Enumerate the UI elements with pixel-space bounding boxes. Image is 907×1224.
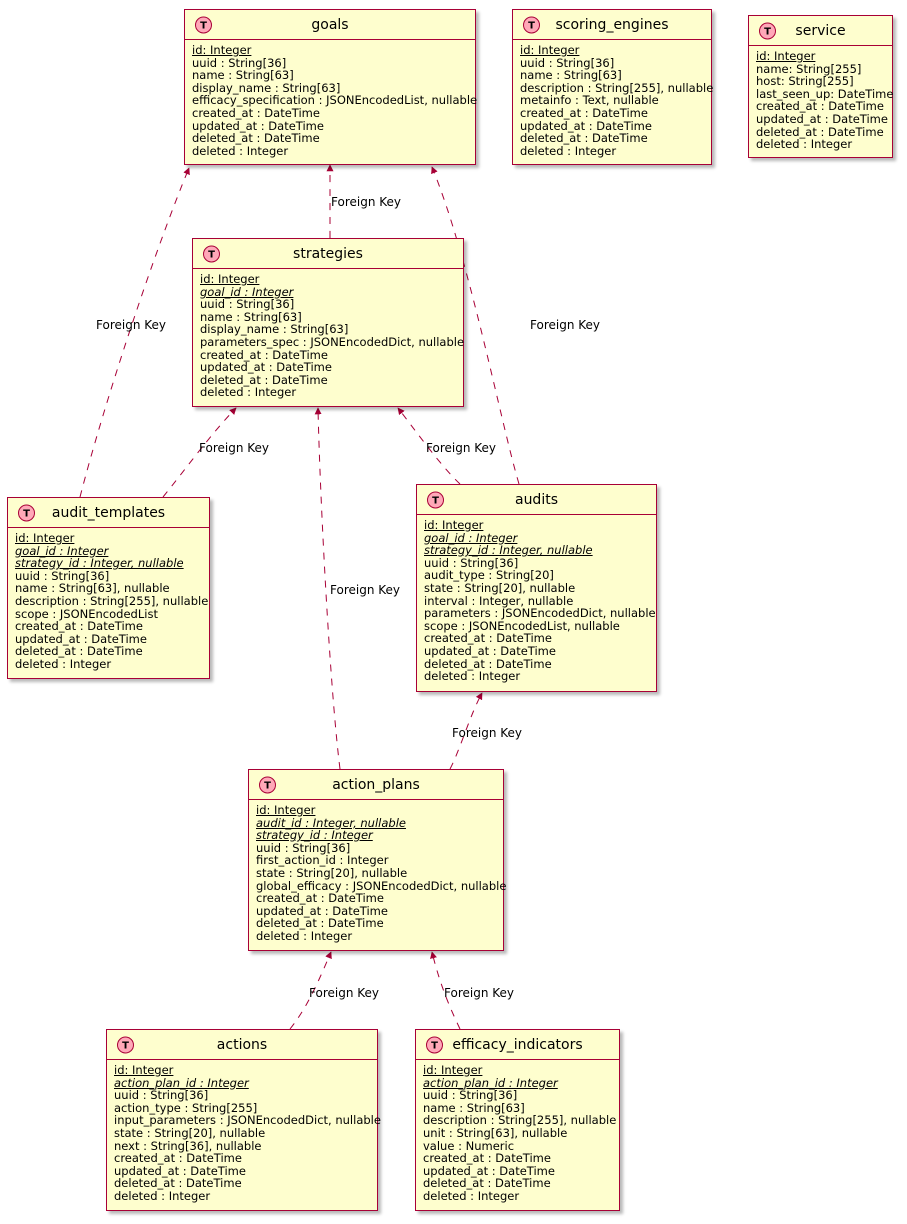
field-row: created_at : DateTime [192, 105, 320, 120]
entity-title-service: service [795, 22, 846, 39]
entity-fields-scoring_engines [513, 40, 714, 162]
field-row: created_at : DateTime [423, 1151, 551, 1166]
field-row: deleted : Integer [520, 143, 617, 158]
relationship-label: Foreign Key [530, 318, 600, 332]
entity-fields-actions [107, 1060, 381, 1208]
entity-audit_templates[interactable] [7, 497, 210, 679]
entity-fields-goals [185, 40, 478, 162]
field-row: name : String[63] [200, 309, 302, 324]
field-row: updated_at : DateTime [423, 1163, 555, 1178]
field-row: created_at : DateTime [114, 1151, 242, 1166]
field-row: updated_at : DateTime [192, 118, 324, 133]
field-row: id: Integer [756, 49, 816, 63]
field-row: state : String[20], nullable [424, 580, 576, 595]
field-row: strategy_id : Integer, nullable [15, 556, 184, 571]
field-row: id: Integer [200, 272, 260, 286]
field-row: name : String[63] [423, 1100, 525, 1115]
entity-title-scoring_engines: scoring_engines [555, 16, 669, 33]
relationship-label: Foreign Key [331, 195, 401, 209]
field-row: id: Integer [424, 518, 484, 532]
field-row: strategy_id : Integer, nullable [424, 543, 593, 558]
field-row: created_at : DateTime [756, 99, 884, 114]
entity-goals[interactable] [184, 9, 476, 165]
table-icon: T [759, 22, 776, 39]
entity-header-service [749, 16, 892, 46]
field-row: id: Integer [256, 803, 316, 817]
field-row: created_at : DateTime [520, 105, 648, 120]
entity-title-action_plans: action_plans [332, 776, 420, 793]
field-row: next : String[36], nullable [114, 1138, 262, 1153]
field-row: efficacy_specification : JSONEncodedList, nullable [192, 93, 478, 108]
field-row: deleted_at : DateTime [756, 124, 884, 139]
entity-fields-audits [417, 515, 656, 688]
field-row: last_seen_up: DateTime [756, 86, 894, 101]
relationship-label: Foreign Key [96, 318, 166, 332]
table-icon: T [203, 245, 220, 262]
entity-audits[interactable] [416, 484, 657, 692]
field-row: uuid : String[36] [15, 568, 110, 583]
field-row: created_at : DateTime [15, 619, 143, 634]
entity-fields-audit_templates [8, 528, 209, 676]
field-row: deleted : Integer [114, 1188, 211, 1203]
field-row: deleted_at : DateTime [423, 1176, 551, 1191]
field-row: input_parameters : JSONEncodedDict, nullable [114, 1113, 381, 1128]
field-row: action_plan_id : Integer [423, 1075, 558, 1090]
field-row: display_name : String[63] [200, 322, 349, 337]
field-row: metainfo : Text, nullable [520, 93, 659, 108]
field-row: scope : JSONEncodedList, nullable [424, 618, 620, 633]
field-row: global_efficacy : JSONEncodedDict, nullable [256, 878, 507, 893]
field-row: name : String[63] [192, 68, 294, 83]
field-row: state : String[20], nullable [256, 865, 408, 880]
field-row: deleted : Integer [423, 1188, 520, 1203]
field-row: id: Integer [15, 531, 75, 545]
field-row: deleted_at : DateTime [520, 131, 648, 146]
field-row: id: Integer [423, 1063, 483, 1077]
entity-fields-service [749, 46, 892, 156]
field-row: uuid : String[36] [520, 55, 615, 70]
field-row: parameters_spec : JSONEncodedDict, nullable [200, 334, 465, 349]
entity-service[interactable] [748, 15, 893, 158]
entity-action_plans[interactable] [248, 769, 507, 951]
field-row: description : String[255], nullable [15, 593, 209, 608]
field-row: goal_id : Integer [424, 530, 518, 545]
entity-title-efficacy_indicators: efficacy_indicators [452, 1036, 583, 1053]
field-row: created_at : DateTime [200, 347, 328, 362]
relationship-label: Foreign Key [330, 583, 400, 597]
field-row: description : String[255], nullable [520, 80, 714, 95]
field-row: host: String[255] [756, 74, 854, 89]
field-row: display_name : String[63] [192, 80, 341, 95]
field-row: uuid : String[36] [423, 1088, 518, 1103]
field-row: value : Numeric [423, 1138, 515, 1153]
field-row: deleted_at : DateTime [424, 656, 552, 671]
field-row: deleted : Integer [200, 385, 297, 400]
field-row: state : String[20], nullable [114, 1125, 266, 1140]
field-row: audit_type : String[20] [424, 568, 554, 583]
field-row: goal_id : Integer [15, 543, 109, 558]
entity-title-audits: audits [514, 491, 558, 508]
field-row: uuid : String[36] [200, 297, 295, 312]
field-row: name: String[255] [756, 61, 862, 76]
field-row: action_type : String[255] [114, 1100, 258, 1115]
field-row: id: Integer [192, 43, 252, 57]
entity-strategies[interactable] [192, 238, 464, 407]
entity-fields-strategies [193, 269, 463, 404]
entity-header-audits [417, 485, 656, 515]
relationship-label: Foreign Key [199, 441, 269, 455]
relationship-audit_templates-to-goals [80, 168, 189, 497]
entity-header-scoring_engines [513, 10, 711, 40]
relationship-label: Foreign Key [426, 441, 496, 455]
entity-title-strategies: strategies [293, 245, 363, 262]
field-row: parameters : JSONEncodedDict, nullable [424, 606, 656, 621]
field-row: deleted_at : DateTime [192, 131, 320, 146]
field-row: uuid : String[36] [114, 1088, 209, 1103]
field-row: created_at : DateTime [256, 891, 384, 906]
field-row: updated_at : DateTime [114, 1163, 246, 1178]
table-icon: T [523, 16, 540, 33]
field-row: updated_at : DateTime [424, 643, 556, 658]
relationship-label: Foreign Key [452, 726, 522, 740]
field-row: name : String[63] [520, 68, 622, 83]
table-icon: T [117, 1036, 134, 1053]
entity-scoring_engines[interactable] [512, 9, 712, 165]
field-row: unit : String[63], nullable [423, 1125, 568, 1140]
entity-header-goals [185, 10, 475, 40]
entity-title-audit_templates: audit_templates [51, 504, 166, 521]
field-row: updated_at : DateTime [200, 360, 332, 375]
field-row: deleted : Integer [15, 656, 112, 671]
field-row: deleted_at : DateTime [256, 916, 384, 931]
entity-header-action_plans [249, 770, 503, 800]
entity-title-actions: actions [216, 1036, 268, 1053]
field-row: goal_id : Integer [200, 284, 294, 299]
entity-title-goals: goals [311, 16, 349, 33]
field-row: uuid : String[36] [424, 555, 519, 570]
field-row: uuid : String[36] [256, 840, 351, 855]
relationship-label: Foreign Key [309, 986, 379, 1000]
field-row: uuid : String[36] [192, 55, 287, 70]
entity-efficacy_indicators[interactable] [415, 1029, 620, 1211]
entity-header-efficacy_indicators [416, 1030, 619, 1060]
field-row: deleted_at : DateTime [114, 1176, 242, 1191]
field-row: id: Integer [114, 1063, 174, 1077]
field-row: first_action_id : Integer [256, 853, 389, 868]
field-row: deleted_at : DateTime [200, 372, 328, 387]
field-row: description : String[255], nullable [423, 1113, 617, 1128]
entity-fields-action_plans [249, 800, 507, 948]
field-row: deleted : Integer [256, 928, 353, 943]
table-icon: T [426, 1036, 443, 1053]
field-row: deleted : Integer [756, 137, 853, 152]
field-row: created_at : DateTime [424, 631, 552, 646]
field-row: updated_at : DateTime [756, 111, 888, 126]
field-row: id: Integer [520, 43, 580, 57]
entity-header-strategies [193, 239, 463, 269]
field-row: updated_at : DateTime [256, 903, 388, 918]
field-row: updated_at : DateTime [15, 631, 147, 646]
field-row: updated_at : DateTime [520, 118, 652, 133]
entity-actions[interactable] [106, 1029, 381, 1211]
field-row: deleted : Integer [192, 143, 289, 158]
field-row: scope : JSONEncodedList [15, 606, 158, 621]
field-row: name : String[63], nullable [15, 581, 170, 596]
table-icon: T [427, 491, 444, 508]
entity-header-audit_templates [8, 498, 209, 528]
table-icon: T [195, 16, 212, 33]
table-icon: T [259, 776, 276, 793]
field-row: deleted_at : DateTime [15, 644, 143, 659]
entity-header-actions [107, 1030, 377, 1060]
entity-fields-efficacy_indicators [416, 1060, 619, 1208]
relationship-label: Foreign Key [444, 986, 514, 1000]
field-row: interval : Integer, nullable [424, 593, 574, 608]
field-row: action_plan_id : Integer [114, 1075, 249, 1090]
field-row: deleted : Integer [424, 669, 521, 684]
table-icon: T [18, 504, 35, 521]
field-row: strategy_id : Integer [256, 828, 373, 843]
field-row: audit_id : Integer, nullable [256, 815, 406, 830]
